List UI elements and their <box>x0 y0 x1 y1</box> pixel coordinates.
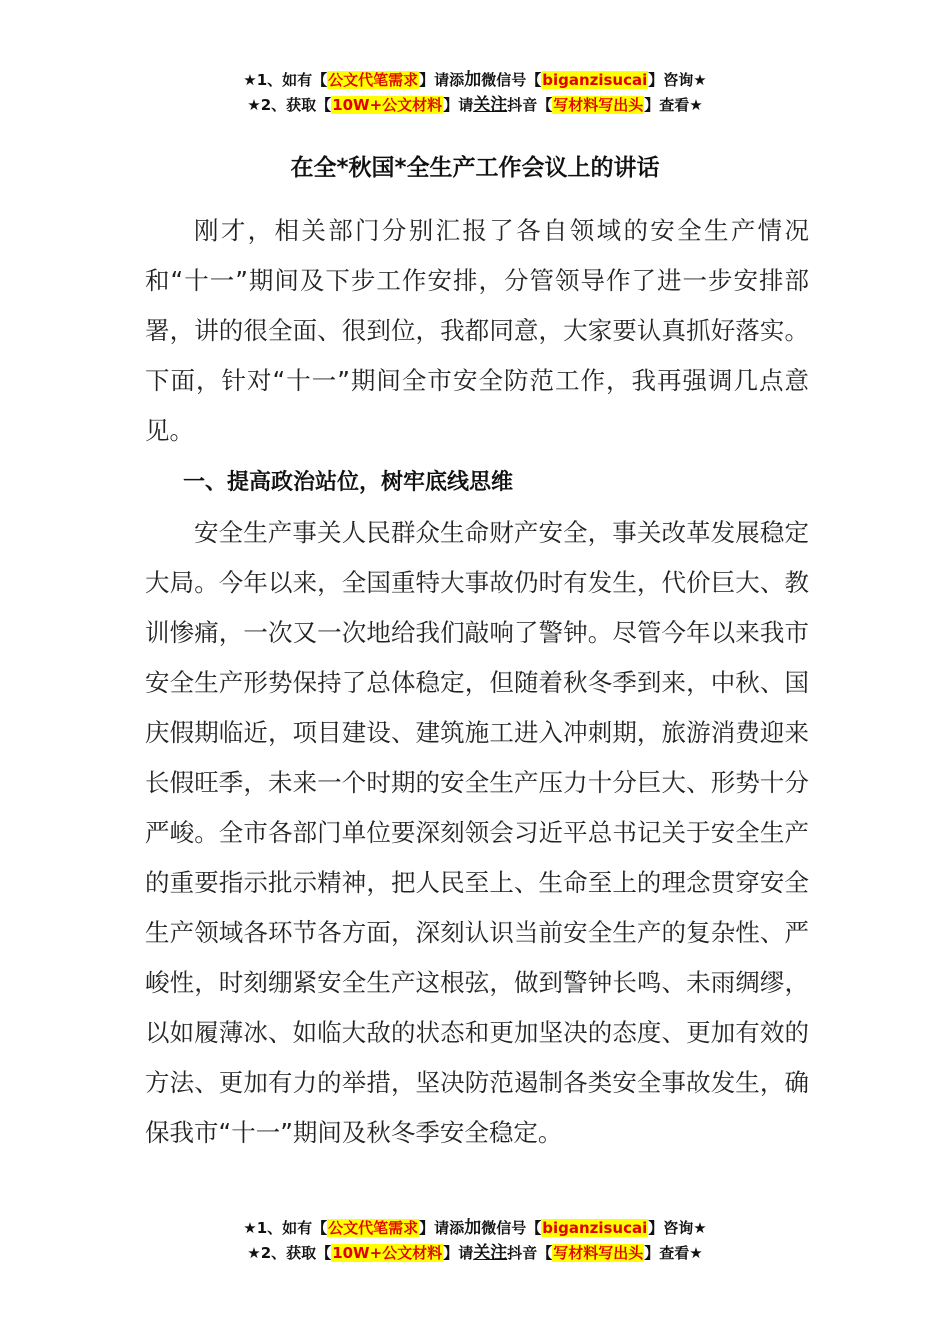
banner-line1-prefix: ★1、如有【 <box>243 1219 328 1237</box>
paragraph-section-1: 安全生产事关人民群众生命财产安全，事关改革发展稳定大局。今年以来，全国重特大事故仍时有发生，代价巨大、教训惨痛，一次又一次地给我们敲响了警钟。尽管今年以来我市安全生产形势保持了总体稳定，但随着秋冬季到来，中秋、国庆假期临近，项目建设、建筑施工进入冲刺期，旅游消费迎来长假旺季，未来一个时期的安全生产压力十分巨大、形势十分严峻。全市各部门单位要深刻领会习近平总书记关于安全生产的重要指示批示精神，把人民至上、生命至上的理念贯穿安全生产领域各环节各方面，深刻认识当前安全生产的复杂性、严峻性，时刻绷紧安全生产这根弦，做到警钟长鸣、未雨绸缪，以如履薄冰、如临大敌的状态和更加坚决的态度、更加有效的方法、更加有力的举措，坚决防范遏制各类安全事故发生，确保我市“十一”期间及秋冬季安全稳定。 <box>145 518 809 1147</box>
banner-line1-emphasis: 加 <box>464 1218 482 1238</box>
paragraph-intro: 刚才，相关部门分别汇报了各自领域的安全生产情况和“十一”期间及下步工作安排，分管领导作了进一步安排部署，讲的很全面、很到位，我都同意，大家要认真抓好落实。下面，针对“十一”期间全市安全防范工作，我再强调几点意见。 <box>145 216 809 445</box>
banner-line2-suffix: 】查看★ <box>644 96 703 114</box>
banner-line2-emphasis: 关注 <box>473 1243 508 1263</box>
banner-line2-suffix: 】查看★ <box>644 1244 703 1262</box>
banner-highlight-materials: 10W+公文材料 <box>332 96 443 114</box>
banner-line1-mid2: 微信号【 <box>481 1219 542 1237</box>
banner-highlight-douyin-id: 写材料写出头 <box>553 1244 644 1262</box>
banner-line2-mid2: 抖音【 <box>507 1244 553 1262</box>
banner-highlight-materials: 10W+公文材料 <box>332 1244 443 1262</box>
banner-line1-mid1: 】请添 <box>419 1219 465 1237</box>
banner-highlight-service: 公文代笔需求 <box>328 71 419 89</box>
banner-line2-mid1: 】请 <box>443 1244 474 1262</box>
banner-line-2 <box>0 1241 950 1266</box>
banner-line1-emphasis: 加 <box>464 70 482 90</box>
banner-line2-prefix: ★2、获取【 <box>247 1244 332 1262</box>
banner-highlight-douyin-id: 写材料写出头 <box>553 96 644 114</box>
banner-line1-mid2: 微信号【 <box>481 71 542 89</box>
banner-highlight-service: 公文代笔需求 <box>328 1219 419 1237</box>
bottom-promo-banner <box>0 1216 950 1266</box>
banner-highlight-wechat-id: biganzisucai <box>542 71 648 89</box>
banner-line2-emphasis: 关注 <box>473 95 508 115</box>
document-title: 在全*秋国*全生产工作会议上的讲话 <box>290 155 660 181</box>
top-promo-banner <box>0 68 950 118</box>
banner-line-2 <box>0 93 950 118</box>
banner-line2-mid1: 】请 <box>443 96 474 114</box>
banner-line1-suffix: 】咨询★ <box>648 71 707 89</box>
banner-line1-prefix: ★1、如有【 <box>243 71 328 89</box>
banner-line1-suffix: 】咨询★ <box>648 1219 707 1237</box>
section-heading-1: 一、提高政治站位，树牢底线思维 <box>183 470 514 495</box>
banner-line2-prefix: ★2、获取【 <box>247 96 332 114</box>
banner-line2-mid2: 抖音【 <box>507 96 553 114</box>
banner-line-1 <box>0 68 950 93</box>
banner-line1-mid1: 】请添 <box>419 71 465 89</box>
banner-highlight-wechat-id: biganzisucai <box>542 1219 648 1237</box>
banner-line-1 <box>0 1216 950 1241</box>
